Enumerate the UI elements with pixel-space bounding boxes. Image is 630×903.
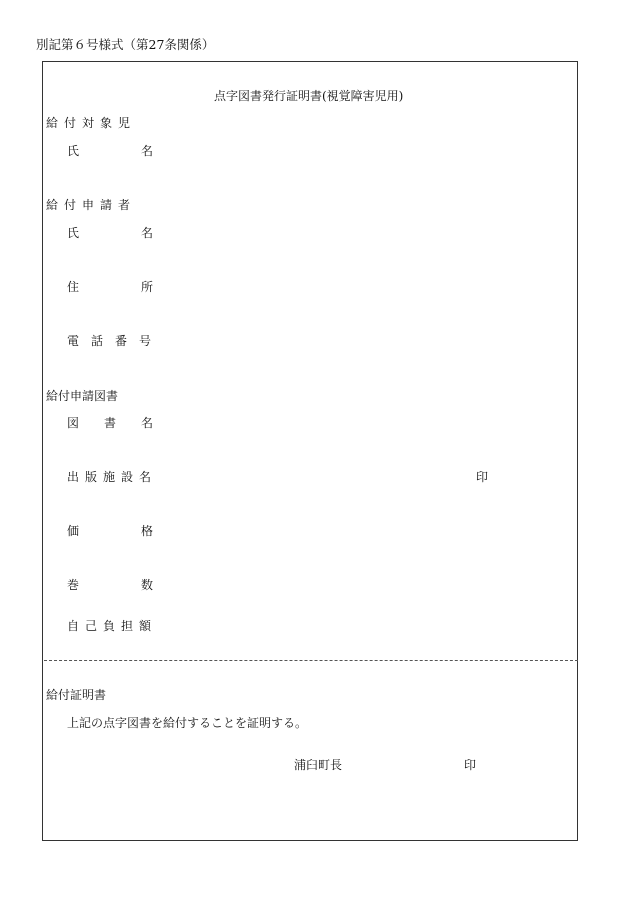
section-divider (44, 660, 578, 661)
field-label-text: 自己負担額 (67, 619, 158, 633)
section-heading-text: 給付申請者 (46, 198, 137, 212)
field-label-publisher (67, 470, 158, 484)
field-label-address (67, 280, 216, 294)
field-label-text: 住所 (67, 280, 216, 294)
field-label-applicant-name (67, 226, 216, 240)
issuer-seal-mark: 印 (464, 758, 477, 772)
field-label-phone (67, 334, 164, 348)
section-heading-book: 給付申請図書 (46, 389, 119, 403)
publisher-seal-mark: 印 (476, 470, 489, 484)
certificate-statement: 上記の点字図書を給付することを証明する。 (67, 716, 308, 730)
document-title: 点字図書発行証明書(視覚障害児用) (214, 89, 404, 103)
field-label-text: 氏名 (67, 226, 216, 240)
section-heading-text: 給付対象児 (46, 116, 137, 130)
field-label-text: 出版施設名 (67, 470, 158, 484)
form-number: 別記第６号様式（第27条関係） (36, 37, 215, 52)
field-label-copay (67, 619, 158, 633)
field-label-text: 図書名 (67, 416, 179, 430)
field-label-text: 電話番号 (67, 334, 164, 348)
section-heading-target-child (46, 116, 137, 130)
field-label-price (67, 524, 216, 538)
field-label-text: 氏名 (67, 144, 216, 158)
field-label-child-name (67, 144, 216, 158)
field-label-text: 価格 (67, 524, 216, 538)
field-label-book-title (67, 416, 179, 430)
field-label-text: 巻数 (67, 578, 216, 592)
section-heading-applicant (46, 198, 137, 212)
issuer-title: 浦臼町長 (294, 758, 343, 772)
section-heading-certificate: 給付証明書 (46, 688, 107, 702)
field-label-volumes (67, 578, 216, 592)
